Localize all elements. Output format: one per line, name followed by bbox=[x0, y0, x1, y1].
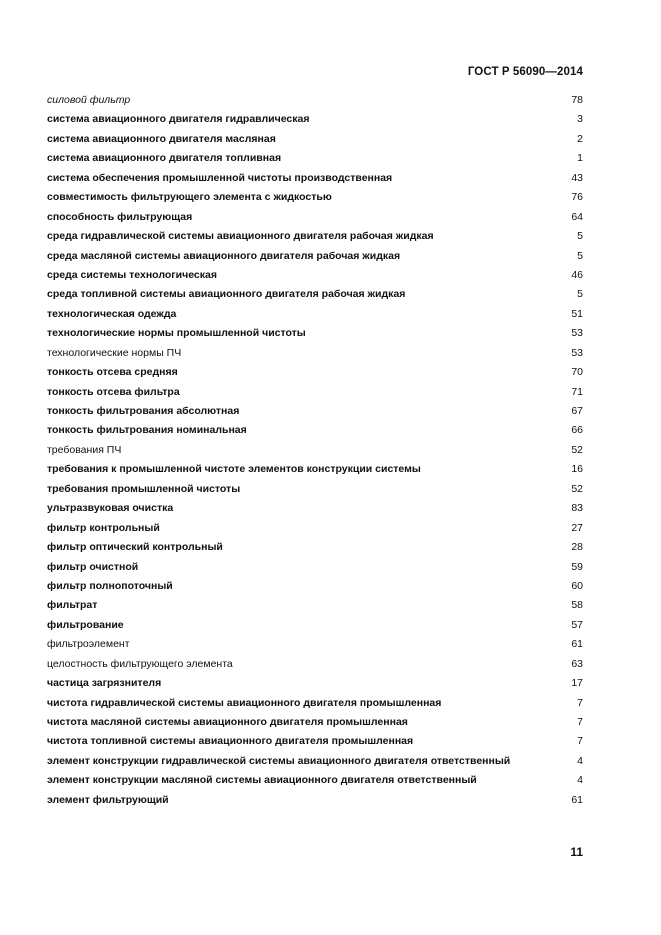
index-term: элемент конструкции гидравлической системы авиационного двигателя ответственный bbox=[47, 754, 511, 767]
index-page-number: 43 bbox=[571, 171, 583, 184]
index-entry bbox=[47, 247, 583, 266]
index-page-number: 4 bbox=[577, 774, 583, 787]
index-entry bbox=[47, 558, 583, 577]
index-entry bbox=[47, 713, 583, 732]
index-term: фильтроэлемент bbox=[47, 638, 130, 651]
index-entry bbox=[47, 791, 583, 810]
index-page-number: 51 bbox=[571, 307, 583, 320]
index-page-number: 70 bbox=[571, 366, 583, 379]
index-term: фильтрат bbox=[47, 599, 98, 612]
index-page-number: 57 bbox=[571, 618, 583, 631]
index-term: способность фильтрующая bbox=[47, 210, 193, 223]
index-entry bbox=[47, 344, 583, 363]
index-term: фильтр очистной bbox=[47, 560, 139, 573]
index-entry bbox=[47, 519, 583, 538]
index-entry bbox=[47, 771, 583, 790]
index-term: чистота топливной системы авиационного двигателя промышленная bbox=[47, 735, 414, 748]
index-page-number: 53 bbox=[571, 327, 583, 340]
index-page-number: 59 bbox=[571, 560, 583, 573]
index-entry bbox=[47, 91, 583, 110]
index-entry bbox=[47, 655, 583, 674]
index-page-number: 17 bbox=[571, 677, 583, 690]
index-term: фильтр контрольный bbox=[47, 521, 160, 534]
index-page-number: 3 bbox=[577, 113, 583, 126]
index-entry bbox=[47, 694, 583, 713]
index-page-number: 5 bbox=[577, 230, 583, 243]
index-page-number: 7 bbox=[577, 735, 583, 748]
index-term: среда системы технологическая bbox=[47, 268, 217, 281]
index-page-number: 76 bbox=[571, 191, 583, 204]
index-page-number: 52 bbox=[571, 443, 583, 456]
index-entry bbox=[47, 383, 583, 402]
index-term: технологическая одежда bbox=[47, 307, 177, 320]
index-term: система авиационного двигателя масляная bbox=[47, 132, 276, 145]
index-entry bbox=[47, 538, 583, 557]
document-header: ГОСТ Р 56090—2014 bbox=[467, 66, 583, 78]
index-page-number: 28 bbox=[571, 541, 583, 554]
index-entry bbox=[47, 752, 583, 771]
index-entry bbox=[47, 324, 583, 343]
index-page-number: 52 bbox=[571, 482, 583, 495]
alphabetical-index bbox=[47, 91, 583, 810]
index-page-number: 63 bbox=[571, 657, 583, 670]
index-page-number: 2 bbox=[577, 132, 583, 145]
index-term: тонкость отсева фильтра bbox=[47, 385, 180, 398]
index-entry bbox=[47, 577, 583, 596]
index-entry bbox=[47, 266, 583, 285]
index-term: тонкость фильтрования абсолютная bbox=[47, 405, 240, 417]
index-term: система авиационного двигателя топливная bbox=[47, 152, 282, 165]
index-page-number: 7 bbox=[577, 716, 583, 728]
index-entry bbox=[47, 188, 583, 207]
index-page-number: 16 bbox=[571, 463, 583, 476]
index-term: среда масляной системы авиационного двигателя рабочая жидкая bbox=[47, 249, 401, 262]
index-term: требования ПЧ bbox=[47, 443, 122, 456]
index-page-number: 27 bbox=[571, 521, 583, 534]
index-term: тонкость фильтрования номинальная bbox=[47, 424, 247, 437]
index-entry bbox=[47, 305, 583, 324]
index-term: силовой фильтр bbox=[47, 94, 131, 106]
index-term: элемент конструкции масляной системы авиационного двигателя ответственный bbox=[47, 774, 477, 787]
index-term: целостность фильтрующего элемента bbox=[47, 657, 233, 670]
index-entry bbox=[47, 110, 583, 129]
index-entry bbox=[47, 421, 583, 440]
index-term: чистота гидравлической системы авиационного двигателя промышленная bbox=[47, 696, 442, 709]
index-entry bbox=[47, 674, 583, 693]
index-term: фильтрование bbox=[47, 618, 124, 631]
index-page-number: 83 bbox=[571, 502, 583, 515]
index-page-number: 67 bbox=[571, 405, 583, 417]
index-page-number: 1 bbox=[577, 152, 583, 165]
index-page-number: 58 bbox=[571, 599, 583, 612]
index-page-number: 61 bbox=[571, 793, 583, 806]
index-term: среда гидравлической системы авиационного двигателя рабочая жидкая bbox=[47, 230, 434, 243]
index-entry bbox=[47, 363, 583, 382]
index-page-number: 53 bbox=[571, 346, 583, 359]
index-entry bbox=[47, 149, 583, 168]
index-entry bbox=[47, 732, 583, 751]
index-term: элемент фильтрующий bbox=[47, 793, 169, 806]
index-entry bbox=[47, 285, 583, 304]
index-entry bbox=[47, 208, 583, 227]
index-term: фильтр полнопоточный bbox=[47, 579, 173, 592]
index-term: совместимость фильтрующего элемента с жидкостью bbox=[47, 191, 332, 204]
index-page-number: 46 bbox=[571, 268, 583, 281]
index-page-number: 71 bbox=[571, 385, 583, 398]
index-entry bbox=[47, 635, 583, 654]
index-page-number: 78 bbox=[571, 94, 583, 106]
index-page-number: 5 bbox=[577, 249, 583, 262]
index-entry bbox=[47, 596, 583, 615]
index-term: фильтр оптический контрольный bbox=[47, 541, 223, 554]
index-page-number: 64 bbox=[571, 210, 583, 223]
index-page-number: 61 bbox=[571, 638, 583, 651]
index-entry bbox=[47, 480, 583, 499]
index-term: тонкость отсева средняя bbox=[47, 366, 178, 379]
index-term: требования к промышленной чистоте элементов конструкции системы bbox=[47, 463, 421, 476]
index-entry bbox=[47, 441, 583, 460]
index-page-number: 5 bbox=[577, 288, 583, 301]
index-term: требования промышленной чистоты bbox=[47, 482, 241, 495]
index-page-number: 60 bbox=[571, 579, 583, 592]
index-entry bbox=[47, 130, 583, 149]
index-term: среда топливной системы авиационного двигателя рабочая жидкая bbox=[47, 288, 406, 301]
index-page-number: 4 bbox=[577, 754, 583, 767]
index-entry bbox=[47, 499, 583, 518]
index-term: чистота масляной системы авиационного двигателя промышленная bbox=[47, 716, 408, 728]
index-term: система обеспечения промышленной чистоты производственная bbox=[47, 171, 393, 184]
index-term: технологические нормы ПЧ bbox=[47, 346, 182, 359]
index-entry bbox=[47, 227, 583, 246]
index-entry bbox=[47, 169, 583, 188]
index-entry bbox=[47, 616, 583, 635]
page-number: 11 bbox=[570, 845, 583, 859]
index-term: технологические нормы промышленной чистоты bbox=[47, 327, 306, 340]
index-term: система авиационного двигателя гидравлическая bbox=[47, 113, 310, 126]
index-term: частица загрязнителя bbox=[47, 677, 162, 690]
index-term: ультразвуковая очистка bbox=[47, 502, 174, 515]
index-page-number: 66 bbox=[571, 424, 583, 437]
index-page-number: 7 bbox=[577, 696, 583, 709]
index-entry bbox=[47, 460, 583, 479]
index-entry bbox=[47, 402, 583, 421]
